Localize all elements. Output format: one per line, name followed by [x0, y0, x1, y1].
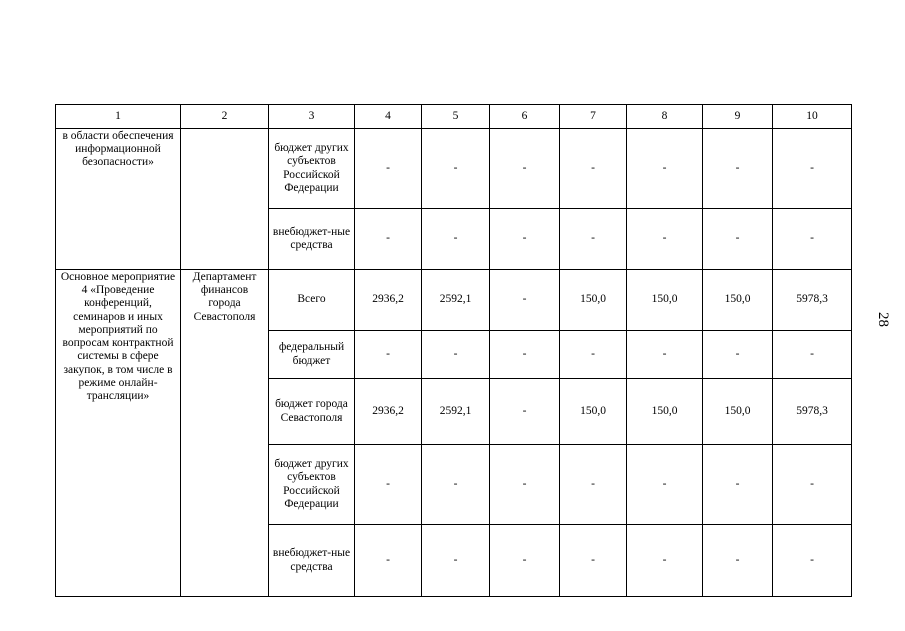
page-number: 28: [875, 312, 891, 327]
col-header: 3: [269, 105, 355, 129]
activity-cell: в области обеспечения информационной безопасности»: [56, 129, 181, 270]
value-cell: -: [560, 525, 627, 597]
value-cell: -: [422, 209, 490, 270]
value-cell: -: [355, 129, 422, 209]
value-cell: 150,0: [703, 379, 773, 445]
value-cell: -: [703, 331, 773, 379]
value-cell: -: [422, 525, 490, 597]
source-cell: внебюджет-ные средства: [269, 209, 355, 270]
value-cell: -: [627, 209, 703, 270]
value-cell: -: [560, 445, 627, 525]
col-header: 8: [627, 105, 703, 129]
value-cell: 2936,2: [355, 270, 422, 331]
value-cell: -: [703, 209, 773, 270]
col-header: 1: [56, 105, 181, 129]
value-cell: 2936,2: [355, 379, 422, 445]
col-header: 9: [703, 105, 773, 129]
value-cell: -: [703, 525, 773, 597]
source-cell: федеральный бюджет: [269, 331, 355, 379]
executor-cell: [181, 129, 269, 270]
source-cell: бюджет города Севастополя: [269, 379, 355, 445]
value-cell: -: [627, 525, 703, 597]
value-cell: -: [355, 209, 422, 270]
value-cell: -: [703, 445, 773, 525]
col-header: 4: [355, 105, 422, 129]
value-cell: 5978,3: [773, 379, 852, 445]
col-header: 2: [181, 105, 269, 129]
value-cell: -: [490, 129, 560, 209]
header-row: [56, 105, 852, 129]
value-cell: -: [355, 331, 422, 379]
value-cell: -: [773, 525, 852, 597]
value-cell: -: [422, 129, 490, 209]
value-cell: -: [627, 331, 703, 379]
col-header: 10: [773, 105, 852, 129]
source-cell: внебюджет-ные средства: [269, 525, 355, 597]
value-cell: -: [355, 445, 422, 525]
value-cell: -: [422, 331, 490, 379]
col-header: 5: [422, 105, 490, 129]
value-cell: -: [773, 445, 852, 525]
value-cell: 2592,1: [422, 270, 490, 331]
value-cell: 150,0: [560, 379, 627, 445]
col-header: 7: [560, 105, 627, 129]
value-cell: -: [490, 209, 560, 270]
value-cell: 150,0: [560, 270, 627, 331]
value-cell: -: [355, 525, 422, 597]
col-header: 6: [490, 105, 560, 129]
value-cell: -: [490, 445, 560, 525]
value-cell: -: [627, 445, 703, 525]
source-cell: Всего: [269, 270, 355, 331]
value-cell: 5978,3: [773, 270, 852, 331]
source-cell: бюджет других субъектов Российской Федерации: [269, 129, 355, 209]
executor-cell: Департамент финансов города Севастополя: [181, 270, 269, 597]
budget-table: [55, 104, 852, 597]
table-row: [56, 129, 852, 209]
value-cell: -: [773, 129, 852, 209]
value-cell: -: [703, 129, 773, 209]
value-cell: -: [490, 379, 560, 445]
value-cell: -: [560, 331, 627, 379]
value-cell: 150,0: [627, 270, 703, 331]
table-row: [56, 270, 852, 331]
value-cell: 2592,1: [422, 379, 490, 445]
value-cell: -: [773, 209, 852, 270]
value-cell: -: [422, 445, 490, 525]
value-cell: 150,0: [627, 379, 703, 445]
value-cell: -: [560, 209, 627, 270]
activity-cell: Основное мероприятие 4 «Проведение конференций, семинаров и иных мероприятий по вопросам контрактной системы в сфере закупок, в том числе в режиме онлайн-трансляции»: [56, 270, 181, 597]
source-cell: бюджет других субъектов Российской Федерации: [269, 445, 355, 525]
value-cell: 150,0: [703, 270, 773, 331]
value-cell: -: [490, 270, 560, 331]
value-cell: -: [773, 331, 852, 379]
value-cell: -: [490, 525, 560, 597]
value-cell: -: [627, 129, 703, 209]
value-cell: -: [490, 331, 560, 379]
value-cell: -: [560, 129, 627, 209]
